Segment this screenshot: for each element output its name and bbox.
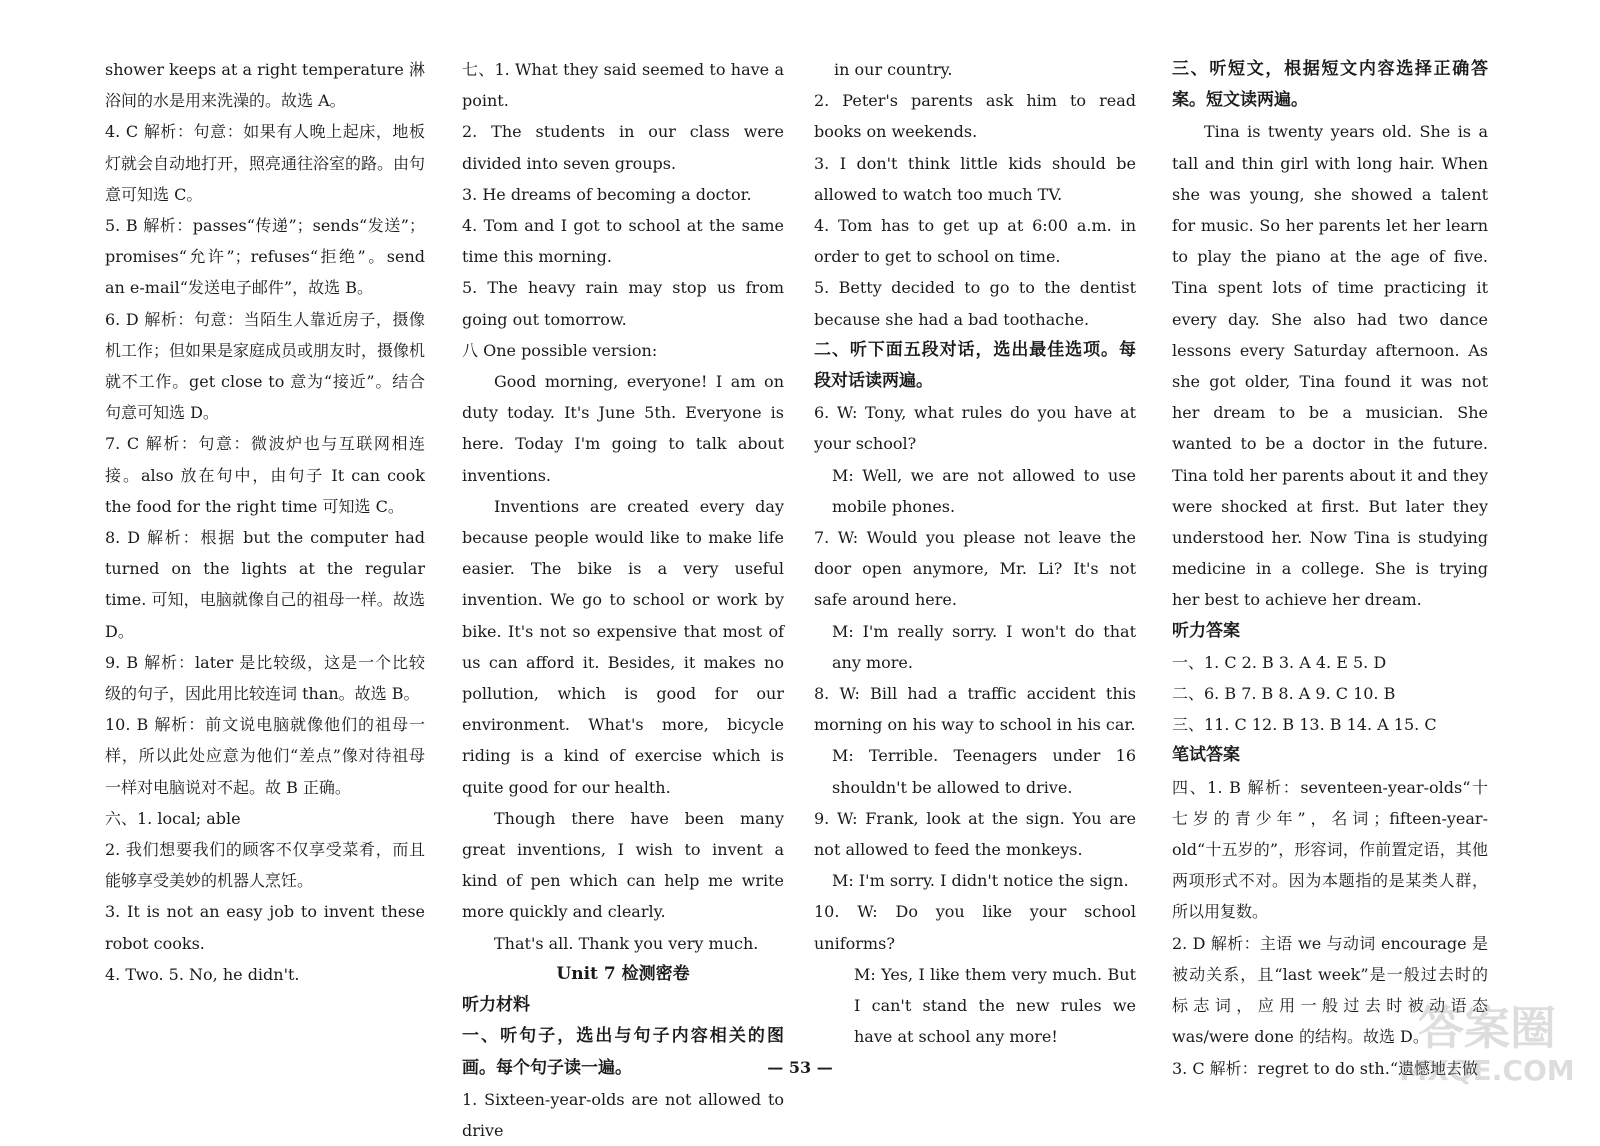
listening-item-1: 1. Sixteen-year-olds are not allowed to drive	[462, 1089, 784, 1140]
unit-title: Unit 7 检测密卷	[556, 963, 690, 984]
listening-item-3: 3. I don't think little kids should be allowed to watch too much TV.	[814, 153, 1136, 204]
essay-paragraph-2: Inventions are created every day because people would like to make life easier. The bike is a very useful invention. We go to school or work by bike. It's not so expensive that most of us can afford it. Besides, it makes no pollution, which is good for our environment. What's more, bicycle riding is a kind of exercise which is quite good for our health.	[462, 496, 784, 797]
listening-item-1-continuation: in our country.	[834, 60, 953, 79]
section-7-item-5: 5. The heavy rain may stop us from going out tomorrow.	[462, 278, 784, 329]
dialog-8-w: 8. W: Bill had a traffic accident this morning on his way to school in his car.	[814, 684, 1136, 735]
answer-5: 5. B 解析：passes“传递”；sends“发送”；promises“允许”；refuses“拒绝”。send an e-mail“发送电子邮件”，故选 B。	[105, 216, 425, 298]
answers-part-3: 三、11. C 12. B 13. B 14. A 15. C	[1172, 715, 1437, 735]
section-6-answer-3: 3. It is not an easy job to invent these robot cooks.	[105, 902, 425, 953]
column-1	[105, 54, 425, 990]
part-1-heading: 一、听句子，选出与句子内容相关的图画。每个句子读一遍。	[462, 1026, 784, 1078]
dialog-9-m: M: I'm sorry. I didn't notice the sign.	[832, 871, 1129, 891]
dialog-7-w: 7. W: Would you please not leave the door open anymore, Mr. Li? It's not safe around here.	[814, 528, 1136, 610]
page-number: — 53 —	[767, 1058, 833, 1077]
section-6-answer-4-5: 4. Two. 5. No, he didn't.	[105, 964, 300, 984]
listening-item-2: 2. Peter's parents ask him to read books on weekends.	[814, 91, 1136, 142]
answers-part-1: 一、1. C 2. B 3. A 4. E 5. D	[1172, 652, 1387, 672]
listening-item-4: 4. Tom has to get up at 6:00 a.m. in order to get to school on time.	[814, 216, 1136, 267]
answer-6: 6. D 解析：句意：当陌生人靠近房子，摄像机工作；但如果是家庭成员或朋友时，摄像机就不工作。get close to 意为“接近”。结合句意可知选 D。	[105, 309, 426, 423]
watermark-url: MXQE.COM	[1399, 1054, 1575, 1087]
section-7-item-1: 七、1. What they said seemed to have a point.	[462, 60, 784, 111]
dialog-7-m: M: I'm really sorry. I won't do that any more.	[832, 621, 1136, 672]
section-6-answer-1: 六、1. local; able	[105, 808, 241, 828]
dialog-9-w: 9. W: Frank, look at the sign. You are not allowed to feed the monkeys.	[814, 808, 1136, 860]
answers-part-2: 二、6. B 7. B 8. A 9. C 10. B	[1172, 684, 1396, 704]
section-7-item-2: 2. The students in our class were divided into seven groups.	[462, 122, 784, 173]
section-7-item-3: 3. He dreams of becoming a doctor.	[462, 184, 752, 204]
dialog-8-m: M: Terrible. Teenagers under 16 shouldn't be allowed to drive.	[832, 746, 1136, 797]
answer-10: 10. B 解析：前文说电脑就像他们的祖母一样，所以此处应意为他们“差点”像对待祖母一样对电脑说对不起。故 B 正确。	[105, 715, 425, 797]
written-answers-label: 笔试答案	[1172, 745, 1240, 766]
listening-item-5: 5. Betty decided to go to the dentist because she had a bad toothache.	[814, 278, 1136, 329]
text-continuation: shower keeps at a right temperature 淋浴间的水是用来洗澡的。故选 A。	[105, 60, 425, 111]
section-8-label: 八 One possible version:	[462, 340, 658, 360]
listening-material-label: 听力材料	[462, 995, 530, 1016]
essay-paragraph-1: Good morning, everyone! I am on duty today. It's June 5th. Everyone is here. Today I'm going to talk about inventions.	[462, 372, 784, 485]
column-2	[462, 54, 784, 1146]
answer-8: 8. D 解析：根据 but the computer had turned on the lights at the regular time. 可知，电脑就像自己的祖母一样。故选 D。	[105, 528, 425, 641]
dialog-6-w: 6. W: Tony, what rules do you have at your school?	[814, 403, 1136, 454]
answer-4: 4. C 解析：句意：如果有人晚上起床，地板灯就会自动地打开，照亮通往浴室的路。由句意可知选 C。	[105, 122, 426, 204]
listening-passage: Tina is twenty years old. She is a tall and thin girl with long hair. When she was young, she showed a talent for music. So her parents let her learn to play the piano at the age of five. Tina spent lots of time practicing it every day. She also had two dance lessons every Saturday afternoon. As she got older, Tina found it was not her dream to be a musician. She wanted to be a doctor in the future. Tina told her parents about it and they were shocked at first. But later they understood her. Now Tina is studying medicine in a college. She is trying her best to achieve her dream.	[1172, 122, 1488, 610]
explanation-4-1: 四、1. B 解析：seventeen-year-olds“十七岁的青少年”，名词；fifteen-year-old“十五岁的”，形容词，作前置定语，其他两项形式不对。因为本题指的是某类人群，所以用复数。	[1172, 777, 1488, 922]
section-6-answer-2: 2. 我们想要我们的顾客不仅享受菜肴，而且能够享受美妙的机器人烹饪。	[105, 840, 425, 891]
section-7-item-4: 4. Tom and I got to school at the same time this morning.	[462, 216, 784, 267]
dialog-10-w: 10. W: Do you like your school uniforms?	[814, 902, 1136, 953]
essay-paragraph-4: That's all. Thank you very much.	[494, 933, 759, 953]
explanation-4-2: 2. D 解析：主语 we 与动词 encourage 是被动关系，且“last week”是一般过去时的标志词，应用一般过去时被动语态 was/were done 的结构。故选 D。	[1172, 933, 1488, 1047]
watermark-text: 答案圈	[1418, 1001, 1556, 1055]
part-2-heading: 二、听下面五段对话，选出最佳选项。每段对话读两遍。	[814, 339, 1136, 392]
answer-7: 7. C 解析：句意：微波炉也与互联网相连接。also 放在句中，由句子 It can cook the food for the right time 可知选 C。	[105, 434, 425, 516]
dialog-6-m: M: Well, we are not allowed to use mobile phones.	[832, 465, 1136, 516]
column-3	[814, 54, 1136, 1053]
dialog-10-m: M: Yes, I like them very much. But I can't stand the new rules we have at school any more!	[854, 964, 1136, 1047]
part-3-heading: 三、听短文，根据短文内容选择正确答案。短文读两遍。	[1172, 59, 1488, 111]
listening-answers-label: 听力答案	[1172, 620, 1240, 641]
explanation-4-3: 3. C 解析：regret to do sth.“遗憾地去做	[1172, 1058, 1478, 1078]
essay-paragraph-3: Though there have been many great inventions, I wish to invent a kind of pen which can help me write more quickly and clearly.	[462, 808, 784, 922]
answer-9: 9. B 解析：later 是比较级，这是一个比较级的句子，因此用比较连词 than。故选 B。	[105, 652, 425, 704]
column-4	[1172, 54, 1488, 1084]
